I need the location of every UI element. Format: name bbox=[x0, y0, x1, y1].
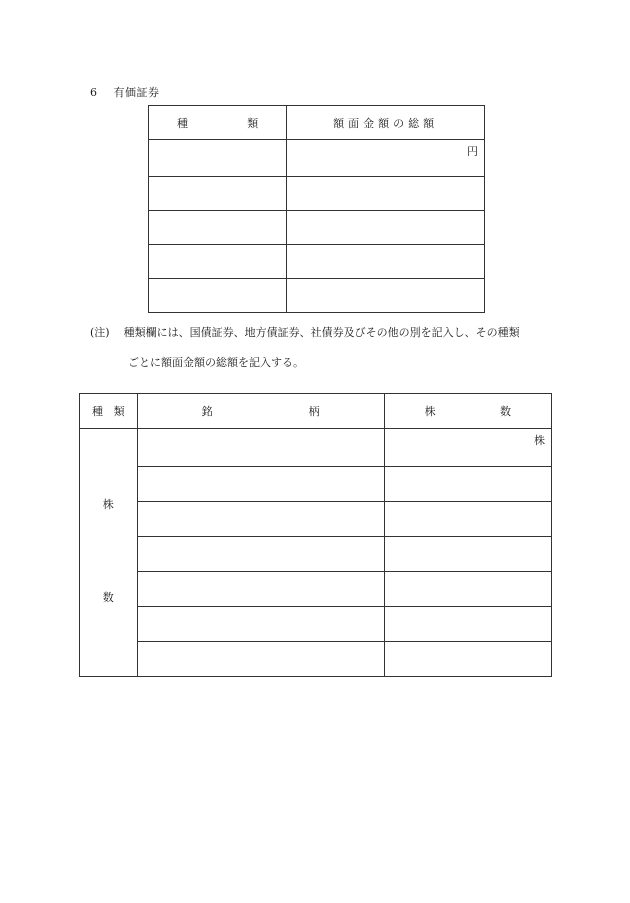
table-row bbox=[149, 140, 485, 177]
table-header-row bbox=[80, 394, 552, 429]
yen-unit: 円 bbox=[467, 145, 478, 158]
kind-cell[interactable] bbox=[149, 245, 287, 279]
header-kind-char-2: 類 bbox=[113, 405, 125, 418]
shares-unit: 株 bbox=[534, 434, 545, 447]
brand-cell[interactable] bbox=[137, 429, 384, 467]
table-row bbox=[80, 429, 552, 467]
table-row bbox=[80, 607, 552, 642]
header-kind-char-2: 類 bbox=[247, 116, 259, 130]
header-kind bbox=[80, 394, 138, 429]
kind-cell[interactable] bbox=[149, 279, 287, 313]
section-heading bbox=[90, 84, 160, 100]
table-row bbox=[80, 467, 552, 502]
header-shares-char-1: 株 bbox=[424, 405, 436, 418]
securities-table bbox=[148, 105, 485, 313]
header-total-face-value bbox=[287, 106, 485, 140]
amount-cell[interactable] bbox=[287, 279, 485, 313]
kind-cell[interactable] bbox=[149, 140, 287, 177]
section-number: 6 bbox=[90, 86, 98, 99]
kind-cell[interactable] bbox=[149, 211, 287, 245]
kind-label-char-1: 株 bbox=[102, 498, 114, 511]
note-text-1: 種類欄には、国債証券、地方債証券、社債券及びその他の別を記入し、その種類 bbox=[123, 326, 520, 339]
amount-cell[interactable] bbox=[287, 211, 485, 245]
kind-label-char-2: 数 bbox=[102, 591, 114, 604]
note bbox=[90, 318, 560, 378]
table-row bbox=[149, 177, 485, 211]
header-kind-char-1: 種 bbox=[177, 116, 188, 130]
table-row bbox=[149, 211, 485, 245]
note-text-2: ごとに額面金額の総額を記入する。 bbox=[128, 356, 304, 369]
brand-cell[interactable] bbox=[137, 537, 384, 572]
amount-cell[interactable] bbox=[287, 245, 485, 279]
header-brand-char-2: 柄 bbox=[308, 405, 320, 418]
table-row bbox=[80, 537, 552, 572]
table-header-row bbox=[149, 106, 485, 140]
shares-cell[interactable] bbox=[384, 429, 551, 467]
amount-cell[interactable] bbox=[287, 177, 485, 211]
shares-cell[interactable] bbox=[384, 642, 551, 677]
shares-cell[interactable] bbox=[384, 607, 551, 642]
shares-cell[interactable] bbox=[384, 502, 551, 537]
header-kind-char-1: 種 bbox=[92, 405, 103, 418]
note-label: (注) bbox=[90, 326, 110, 339]
header-shares-char-2: 数 bbox=[500, 405, 511, 418]
amount-cell[interactable] bbox=[287, 140, 485, 177]
brand-cell[interactable] bbox=[137, 467, 384, 502]
table-row bbox=[80, 572, 552, 607]
brand-cell[interactable] bbox=[137, 572, 384, 607]
note-line-1 bbox=[90, 318, 560, 348]
kind-cell[interactable] bbox=[149, 177, 287, 211]
stocks-table bbox=[79, 393, 552, 677]
table-row bbox=[149, 279, 485, 313]
brand-cell[interactable] bbox=[137, 502, 384, 537]
shares-cell[interactable] bbox=[384, 467, 551, 502]
brand-cell[interactable] bbox=[137, 642, 384, 677]
header-kind bbox=[149, 106, 287, 140]
header-shares bbox=[384, 394, 551, 429]
header-brand-char-1: 銘 bbox=[201, 405, 213, 418]
table-row bbox=[80, 502, 552, 537]
shares-cell[interactable] bbox=[384, 572, 551, 607]
header-brand bbox=[137, 394, 384, 429]
section-title: 有価証券 bbox=[113, 86, 160, 99]
kind-merged-cell bbox=[80, 429, 138, 677]
shares-cell[interactable] bbox=[384, 537, 551, 572]
table-row bbox=[80, 642, 552, 677]
header-total-label: 額面金額の総額 bbox=[333, 116, 439, 130]
brand-cell[interactable] bbox=[137, 607, 384, 642]
table-row bbox=[149, 245, 485, 279]
